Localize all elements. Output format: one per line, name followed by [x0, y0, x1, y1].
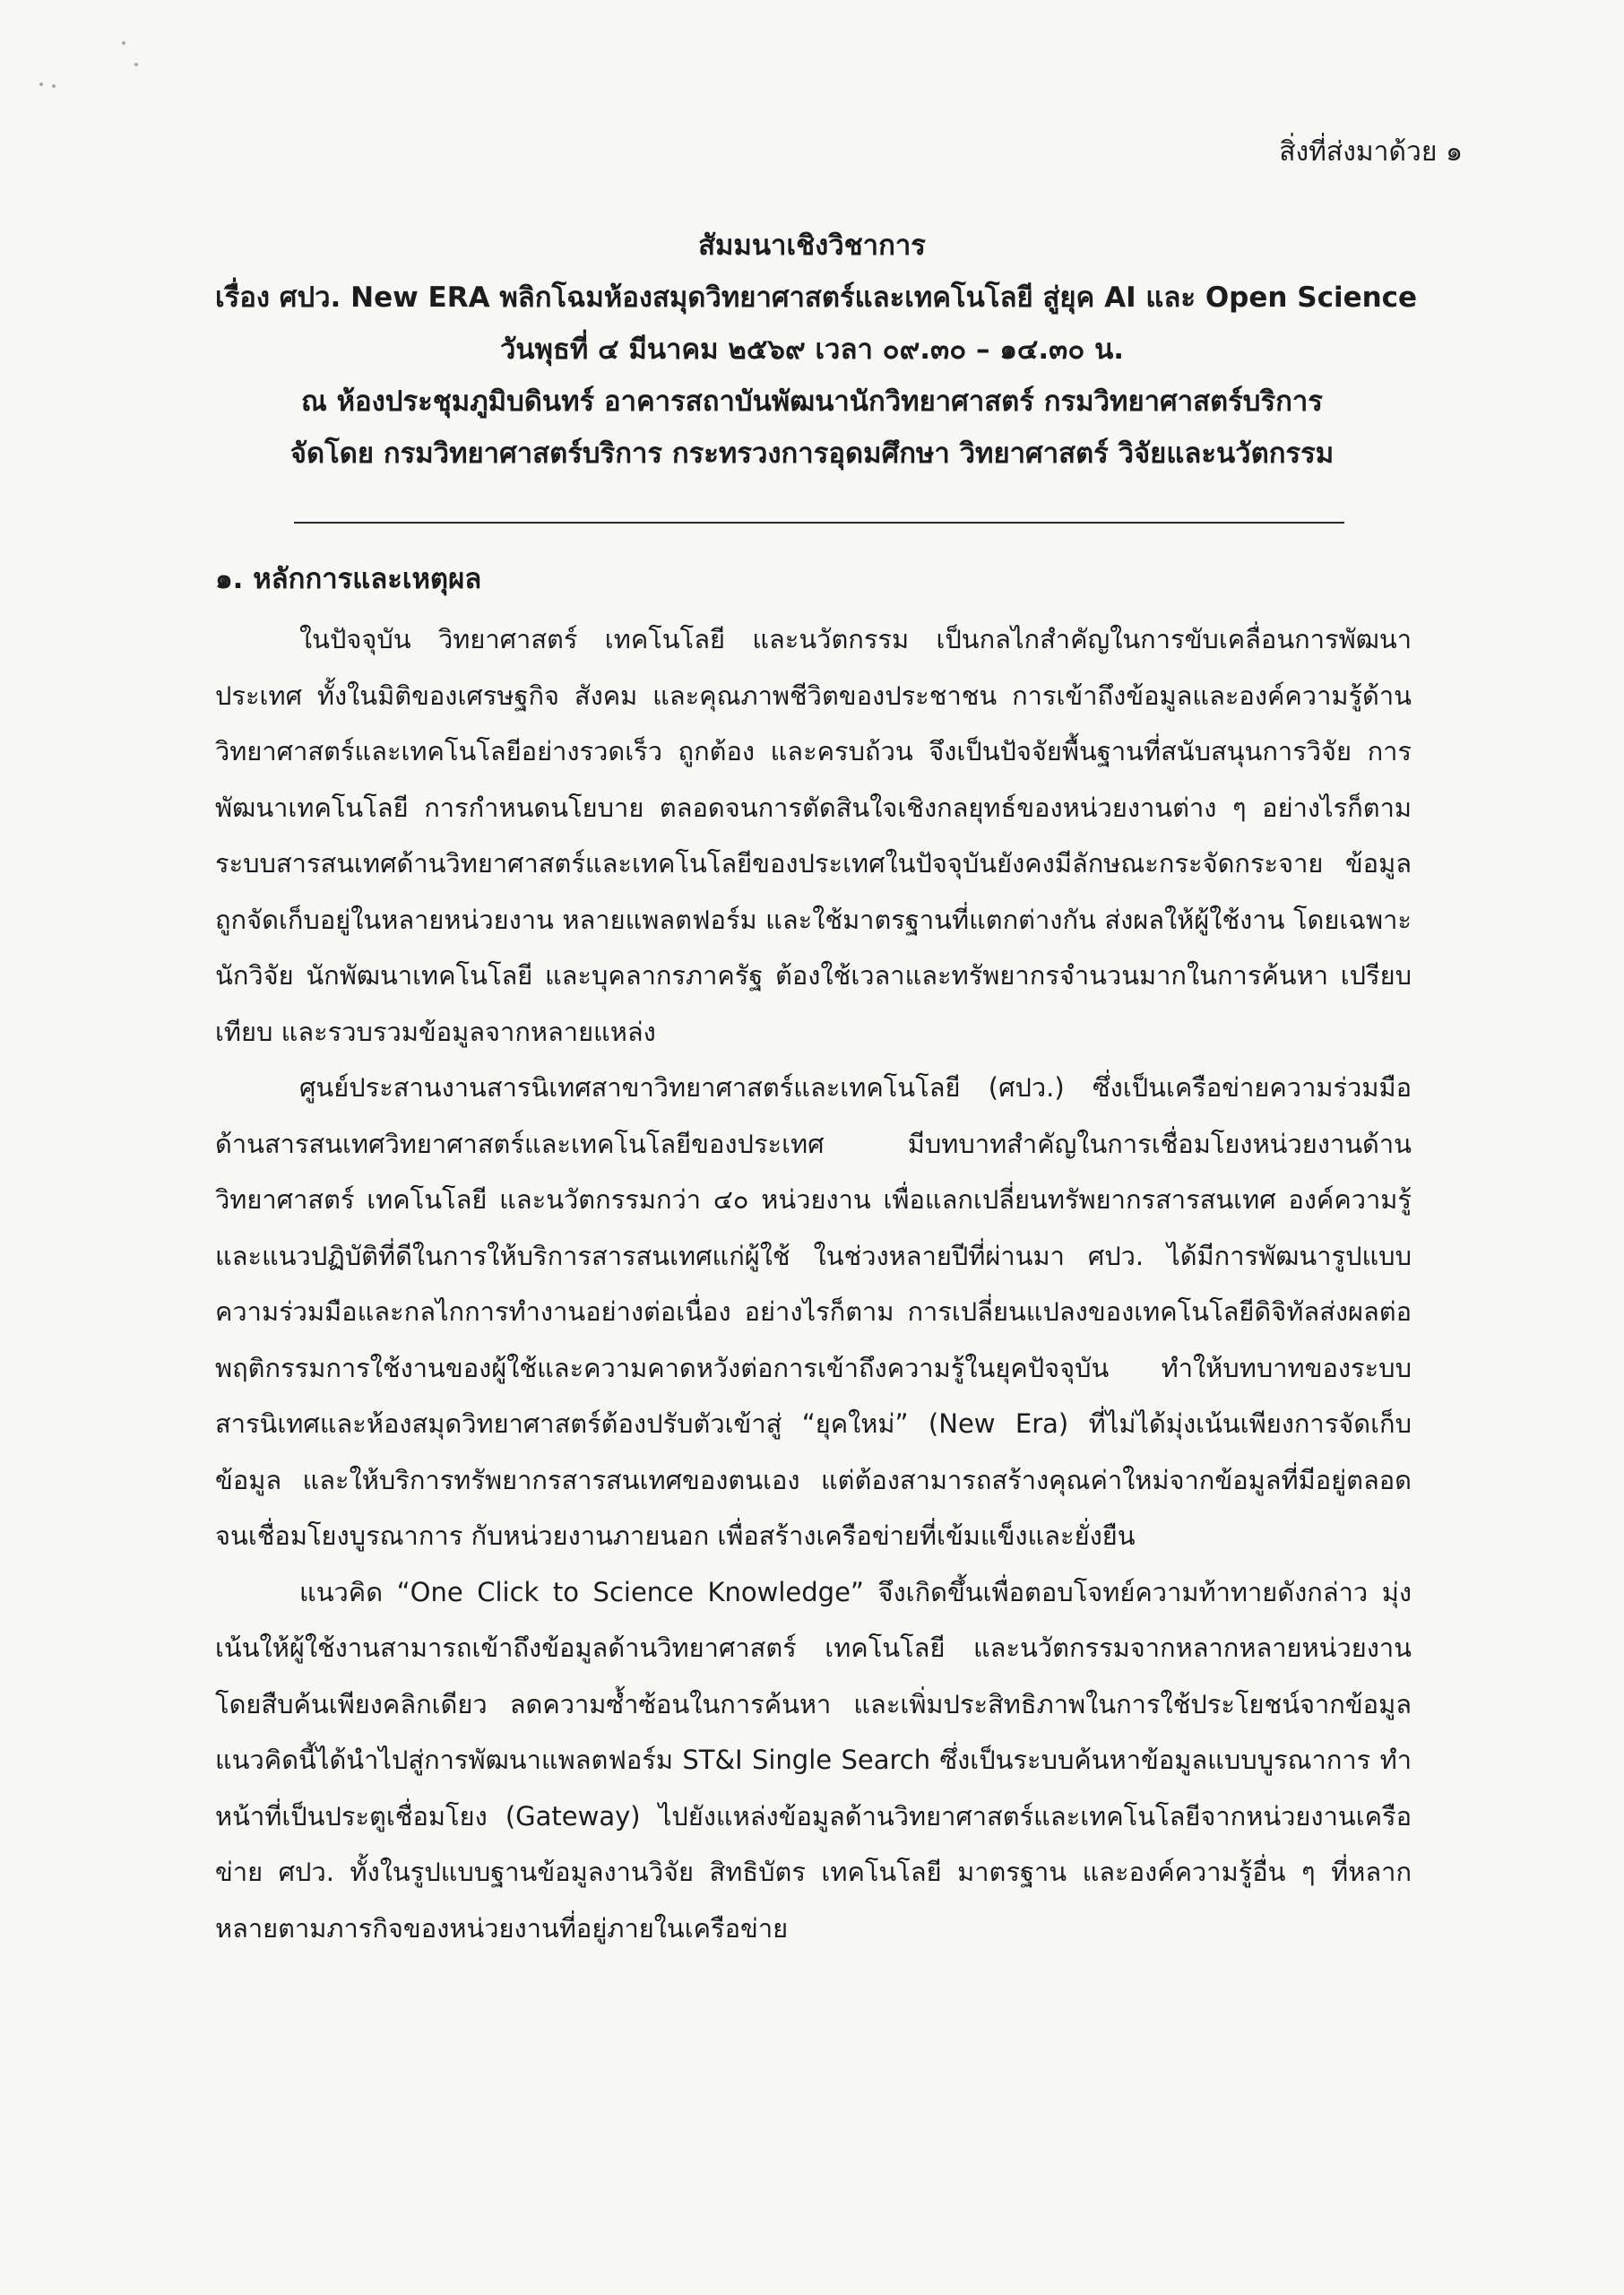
seminar-type: สัมมนาเชิงวิชาการ [698, 230, 926, 262]
seminar-venue: ณ ห้องประชุมภูมิบดินทร์ อาคารสถาบันพัฒนานักวิทยาศาสตร์ กรมวิทยาศาสตร์บริการ [301, 385, 1323, 418]
paragraph: ศูนย์ประสานงานสารนิเทศสาขาวิทยาศาสตร์และเทคโนโลยี (ศปว.) ซึ่งเป็นเครือข่ายความร่วมมือด้านสารสนเทศวิทยาศาสตร์และเทคโนโลยีของประเทศ มีบทบาทสำคัญในการเชื่อมโยงหน่วยงานด้านวิทยาศาสตร์ เทคโนโลยี และนวัตกรรมกว่า ๔๐ หน่วยงาน เพื่อแลกเปลี่ยนทรัพยากรสารสนเทศ องค์ความรู้ และแนวปฏิบัติที่ดีในการให้บริการสารสนเทศแก่ผู้ใช้ ในช่วงหลายปีที่ผ่านมา ศปว. ได้มีการพัฒนารูปแบบความร่วมมือและกลไกการทำงานอย่างต่อเนื่อง อย่างไรก็ตาม การเปลี่ยนแปลงของเทคโนโลยีดิจิทัลส่งผลต่อพฤติกรรมการใช้งานของผู้ใช้และความคาดหวังต่อการเข้าถึงความรู้ในยุคปัจจุบัน ทำให้บทบาทของระบบสารนิเทศและห้องสมุดวิทยาศาสตร์ต้องปรับตัวเข้าสู่ “ยุคใหม่” (New Era) ที่ไม่ได้มุ่งเน้นเพียงการจัดเก็บข้อมูล และให้บริการทรัพยากรสารสนเทศของตนเอง แต่ต้องสามารถสร้างคุณค่าใหม่จากข้อมูลที่มีอยู่ตลอดจนเชื่อมโยงบูรณาการ กับหน่วยงานภายนอก เพื่อสร้างเครือข่ายที่เข้มแข็งและยั่งยืน [215, 1072, 1412, 1551]
seminar-organizer: จัดโดย กรมวิทยาศาสตร์บริการ กระทรวงการอุดมศึกษา วิทยาศาสตร์ วิจัยและนวัตกรรม [289, 437, 1335, 470]
scan-speck [39, 82, 43, 86]
scan-speck [134, 63, 138, 66]
seminar-date-time: วันพุธที่ ๔ มีนาคม ๒๕๖๙ เวลา ๐๙.๓๐ – ๑๔.๓๐ น. [499, 333, 1125, 366]
document-header [215, 220, 1418, 480]
seminar-topic: เรื่อง ศปว. New ERA พลิกโฉมห้องสมุดวิทยาศาสตร์และเทคโนโลยี สู่ยุค AI และ Open Science [215, 281, 1418, 314]
section-heading: ๑. หลักการและเหตุผล [215, 563, 482, 595]
paragraph: ในปัจจุบัน วิทยาศาสตร์ เทคโนโลยี และนวัตกรรม เป็นกลไกสำคัญในการขับเคลื่อนการพัฒนาประเทศ ทั้งในมิติของเศรษฐกิจ สังคม และคุณภาพชีวิตของประชาชน การเข้าถึงข้อมูลและองค์ความรู้ด้านวิทยาศาสตร์และเทคโนโลยีอย่างรวดเร็ว ถูกต้อง และครบถ้วน จึงเป็นปัจจัยพื้นฐานที่สนับสนุนการวิจัย การพัฒนาเทคโนโลยี การกำหนดนโยบาย ตลอดจนการตัดสินใจเชิงกลยุทธ์ของหน่วยงานต่าง ๆ อย่างไรก็ตาม ระบบสารสนเทศด้านวิทยาศาสตร์และเทคโนโลยีของประเทศในปัจจุบันยังคงมีลักษณะกระจัดกระจาย ข้อมูลถูกจัดเก็บอยู่ในหลายหน่วยงาน หลายแพลตฟอร์ม และใช้มาตรฐานที่แตกต่างกัน ส่งผลให้ผู้ใช้งาน โดยเฉพาะนักวิจัย นักพัฒนาเทคโนโลยี และบุคลากรภาครัฐ ต้องใช้เวลาและทรัพยากรจำนวนมากในการค้นหา เปรียบเทียบ และรวบรวมข้อมูลจากหลายแหล่ง [215, 624, 1412, 1047]
body-text [215, 611, 1412, 1956]
attachment-label: สิ่งที่ส่งมาด้วย ๑ [1279, 136, 1463, 168]
scan-speck [122, 41, 125, 45]
scan-speck [52, 84, 56, 88]
header-divider [294, 522, 1344, 524]
paragraph: แนวคิด “One Click to Science Knowledge” จึงเกิดขึ้นเพื่อตอบโจทย์ความท้าทายดังกล่าว มุ่งเน้นให้ผู้ใช้งานสามารถเข้าถึงข้อมูลด้านวิทยาศาสตร์ เทคโนโลยี และนวัตกรรมจากหลากหลายหน่วยงานโดยสืบค้นเพียงคลิกเดียว ลดความซ้ำซ้อนในการค้นหา และเพิ่มประสิทธิภาพในการใช้ประโยชน์จากข้อมูล แนวคิดนี้ได้นำไปสู่การพัฒนาแพลตฟอร์ม ST&I Single Search ซึ่งเป็นระบบค้นหาข้อมูลแบบบูรณาการ ทำหน้าที่เป็นประตูเชื่อมโยง (Gateway) ไปยังแหล่งข้อมูลด้านวิทยาศาสตร์และเทคโนโลยีจากหน่วยงานเครือข่าย ศปว. ทั้งในรูปแบบฐานข้อมูลงานวิจัย สิทธิบัตร เทคโนโลยี มาตรฐาน และองค์ความรู้อื่น ๆ ที่หลากหลายตามภารกิจของหน่วยงานที่อยู่ภายในเครือข่าย [215, 1576, 1412, 1944]
